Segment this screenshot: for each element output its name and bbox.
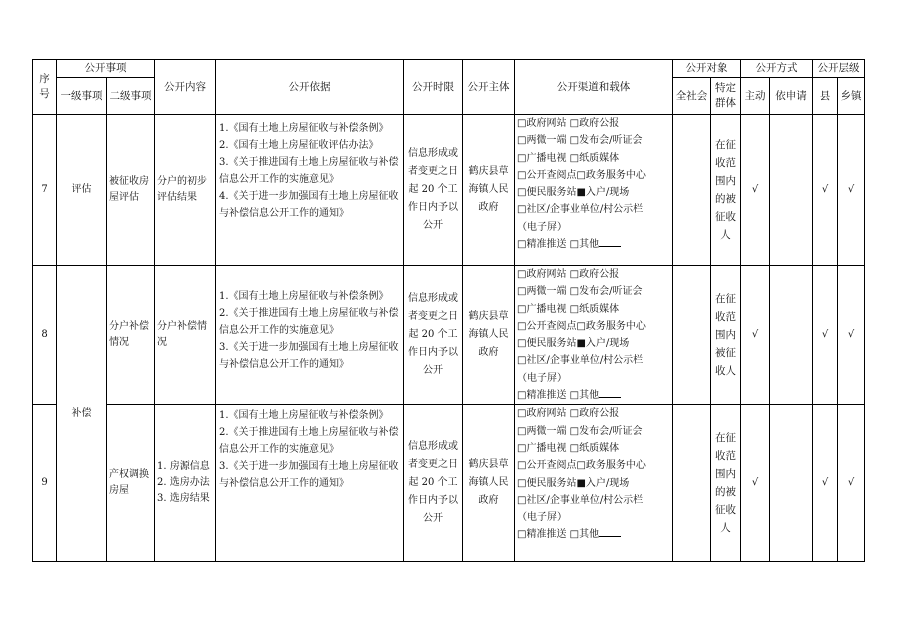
disclosure-table-page — [32, 59, 864, 562]
header-subject: 公开主体 — [463, 60, 515, 115]
channel-line: （电子屏） — [517, 512, 567, 524]
basis-item: 1.《国有土地上房屋征收与补偿条例》 — [219, 291, 389, 302]
row-town-check: √ — [838, 405, 865, 562]
row-active-check: √ — [741, 115, 770, 266]
content-item: 1. 房源信息 — [157, 461, 210, 473]
row-basis — [216, 115, 404, 266]
row-content: 分户补偿情况 — [155, 266, 216, 405]
row-request — [770, 266, 813, 405]
header-time: 公开时限 — [404, 60, 463, 115]
blank-underline — [599, 237, 621, 247]
row-audience-all — [673, 115, 711, 266]
table-row — [33, 266, 865, 405]
row-county-check: √ — [813, 266, 838, 405]
row-time: 信息形成或者变更之日起 20 个工作日内予以公开 — [404, 115, 463, 266]
row-channel — [515, 115, 673, 266]
row-target: 在征收范围内的被征收人 — [711, 115, 741, 266]
channel-line: □便民服务站■入户/现场 — [517, 187, 630, 199]
channel-line: □广播电视 □纸质媒体 — [517, 442, 620, 454]
table-row — [33, 115, 865, 266]
header-matter: 公开事项 — [57, 60, 155, 78]
row-county-check: √ — [813, 405, 838, 562]
row-audience-all — [673, 405, 711, 562]
header-level1: 一级事项 — [57, 78, 107, 115]
channel-line-last — [517, 236, 670, 253]
row-active-check: √ — [741, 266, 770, 405]
row-audience-all — [673, 266, 711, 405]
row-level2: 被征收房屋评估 — [107, 115, 155, 266]
row-subject: 鹤庆县草海镇人民政府 — [463, 115, 515, 266]
row-subject: 鹤庆县草海镇人民政府 — [463, 266, 515, 405]
header-level-county: 县 — [813, 78, 838, 115]
channel-line: □公开查阅点□政务服务中心 — [517, 460, 646, 472]
channel-line: □广播电视 □纸质媒体 — [517, 303, 620, 315]
channel-line-last — [517, 526, 670, 543]
header-method: 公开方式 — [741, 60, 813, 78]
channel-line: □政府网站 □政府公报 — [517, 269, 620, 280]
channel-line-text: □精准推送 □其他 — [517, 529, 600, 541]
channel-line: □两微一端 □发布会/听证会 — [517, 286, 643, 298]
blank-underline — [599, 388, 621, 398]
row-time: 信息形成或者变更之日起 20 个工作日内予以公开 — [404, 266, 463, 405]
channel-line: □便民服务站■入户/现场 — [517, 477, 630, 489]
header-method-active: 主动 — [741, 78, 770, 115]
basis-item: 3.《关于进一步加强国有土地上房屋征收与补偿信息公开工作的通知》 — [219, 342, 399, 370]
row-request — [770, 115, 813, 266]
basis-item: 2.《关于推进国有土地上房屋征收与补偿信息公开工作的实施意见》 — [219, 308, 399, 336]
blank-underline — [599, 527, 621, 537]
channel-line: □公开查阅点□政务服务中心 — [517, 320, 646, 332]
row-basis — [216, 266, 404, 405]
channel-line: □两微一端 □发布会/听证会 — [517, 425, 643, 437]
row-basis — [216, 405, 404, 562]
row-level2: 产权调换房屋 — [107, 405, 155, 562]
header-level: 公开层级 — [813, 60, 865, 78]
channel-line: □广播电视 □纸质媒体 — [517, 152, 620, 164]
row-content — [155, 405, 216, 562]
row-channel — [515, 405, 673, 562]
row-time: 信息形成或者变更之日起 20 个工作日内予以公开 — [404, 405, 463, 562]
channel-line: □两微一端 □发布会/听证会 — [517, 135, 643, 147]
row-active-check: √ — [741, 405, 770, 562]
basis-item: 2.《国有土地上房屋征收评估办法》 — [219, 140, 379, 151]
channel-line: □政府网站 □政府公报 — [517, 118, 620, 129]
basis-item: 4.《关于进一步加强国有土地上房屋征收与补偿信息公开工作的通知》 — [219, 191, 399, 219]
row-content: 分户的初步评估结果 — [155, 115, 216, 266]
header-channel: 公开渠道和载体 — [515, 60, 673, 115]
header-basis: 公开依据 — [216, 60, 404, 115]
header-no: 序号 — [33, 60, 57, 115]
channel-line: □公开查阅点□政务服务中心 — [517, 169, 646, 181]
row-county-check: √ — [813, 115, 838, 266]
row-town-check: √ — [838, 115, 865, 266]
row-town-check: √ — [838, 266, 865, 405]
header-audience-all: 全社会 — [673, 78, 711, 115]
basis-item: 1.《国有土地上房屋征收与补偿条例》 — [219, 123, 389, 134]
channel-line: □社区/企事业单位/村公示栏 — [517, 355, 644, 367]
row-target: 在征收范围内被征收人 — [711, 266, 741, 405]
channel-line: （电子屏） — [517, 372, 567, 384]
row-level1: 评估 — [57, 115, 107, 266]
row-no: 9 — [33, 405, 57, 562]
row-target: 在征收范围内的被征收人 — [711, 405, 741, 562]
table-row — [33, 405, 865, 562]
header-level-town: 乡镇 — [838, 78, 865, 115]
channel-line: （电子屏） — [517, 221, 567, 233]
row-level2: 分户补偿情况 — [107, 266, 155, 405]
channel-line-text: □精准推送 □其他 — [517, 239, 600, 251]
basis-item: 3.《关于进一步加强国有土地上房屋征收与补偿信息公开工作的通知》 — [219, 461, 399, 490]
disclosure-table — [32, 59, 865, 562]
channel-line-last — [517, 387, 670, 404]
basis-item: 1.《国有土地上房屋征收与补偿条例》 — [219, 410, 389, 422]
channel-line: □社区/企事业单位/村公示栏 — [517, 204, 644, 216]
header-level2: 二级事项 — [107, 78, 155, 115]
basis-item: 2.《关于推进国有土地上房屋征收与补偿信息公开工作的实施意见》 — [219, 427, 399, 456]
row-no: 7 — [33, 115, 57, 266]
channel-line: □社区/企事业单位/村公示栏 — [517, 494, 644, 506]
content-item: 2. 选房办法 — [157, 477, 210, 489]
channel-line: □政府网站 □政府公报 — [517, 408, 620, 420]
header-content: 公开内容 — [155, 60, 216, 115]
content-item: 3. 选房结果 — [157, 493, 210, 505]
row-level1: 补偿 — [57, 266, 107, 562]
row-subject: 鹤庆县草海镇人民政府 — [463, 405, 515, 562]
basis-item: 3.《关于推进国有土地上房屋征收与补偿信息公开工作的实施意见》 — [219, 157, 399, 185]
header-audience: 公开对象 — [673, 60, 741, 78]
row-request — [770, 405, 813, 562]
header-audience-specific: 特定群体 — [711, 78, 741, 115]
row-no: 8 — [33, 266, 57, 405]
channel-line: □便民服务站■入户/现场 — [517, 338, 630, 350]
header-method-request: 依申请 — [770, 78, 813, 115]
row-channel — [515, 266, 673, 405]
channel-line-text: □精准推送 □其他 — [517, 390, 600, 402]
